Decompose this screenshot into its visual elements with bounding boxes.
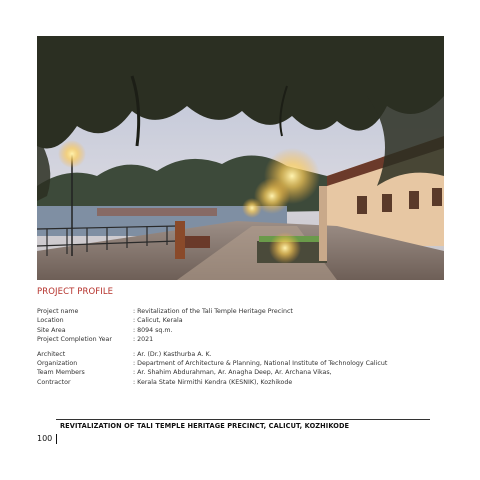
- profile-value: : Kerala State Nirmithi Kendra (KESNIK), Kozhikode: [133, 378, 292, 387]
- profile-label: Location: [37, 317, 64, 325]
- profile-row: [37, 326, 457, 335]
- profile-label: Site Area: [37, 326, 66, 334]
- footer-divider: [56, 419, 430, 420]
- profile-label: Project Completion Year: [37, 336, 112, 344]
- profile-value: : Department of Architecture & Planning, National Institute of Technology Calicut: [133, 359, 387, 368]
- page-number-divider: [56, 434, 57, 444]
- profile-label: Project name: [37, 308, 79, 315]
- profile-value: : 2021: [133, 335, 153, 344]
- profile-label: Team Members: [37, 369, 85, 377]
- profile-label: Contractor: [37, 378, 71, 386]
- profile-row: [37, 350, 457, 359]
- page-number: 100: [37, 434, 53, 443]
- profile-value: : Ar. Shahim Abdurahman, Ar. Anagha Deep, Ar. Archana Vikas,: [133, 368, 332, 377]
- project-photo: [37, 36, 444, 280]
- section-title: PROJECT PROFILE: [37, 287, 114, 297]
- footer-title: REVITALIZATION OF TALI TEMPLE HERITAGE PRECINCT, CALICUT, KOZHIKODE: [60, 422, 350, 430]
- profile-row: [37, 378, 457, 387]
- profile-row: [37, 307, 457, 316]
- profile-row: [37, 316, 457, 325]
- profile-row: [37, 368, 457, 377]
- profile-row: [37, 359, 457, 368]
- profile-label: Architect: [37, 350, 66, 358]
- profile-value: : Revitalization of the Tali Temple Heritage Precinct: [133, 307, 293, 316]
- profile-label: Organization: [37, 360, 78, 368]
- profile-value: : Ar. (Dr.) Kasthurba A. K.: [133, 350, 212, 359]
- profile-value: : 8094 sq.m.: [133, 326, 173, 335]
- project-profile: [37, 307, 457, 387]
- profile-value: : Calicut, Kerala: [133, 316, 183, 325]
- profile-row: [37, 335, 457, 344]
